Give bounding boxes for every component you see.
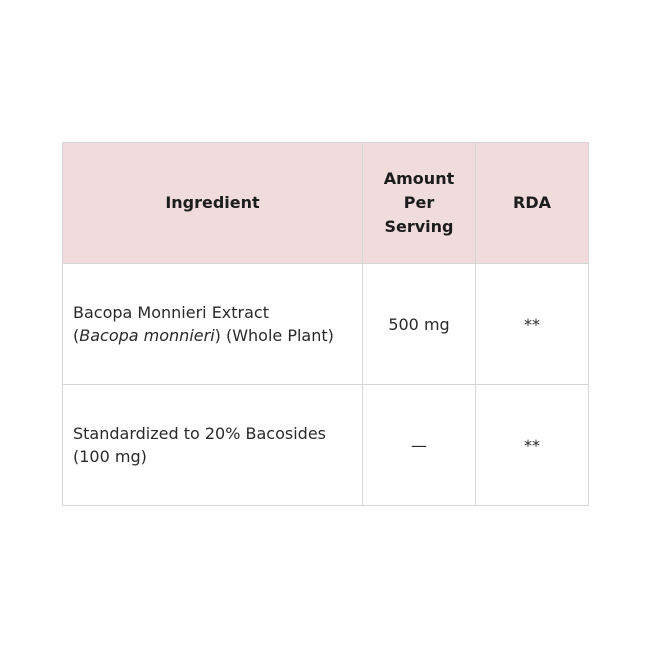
header-amount-line1: Amount bbox=[383, 169, 455, 188]
ingredient-cell bbox=[63, 264, 363, 385]
header-rda: RDA bbox=[476, 143, 589, 264]
latin-name: Bacopa monnieri bbox=[79, 326, 215, 345]
ingredient-cell bbox=[63, 385, 363, 506]
table-row bbox=[63, 264, 589, 385]
rda-cell: ** bbox=[476, 264, 589, 385]
amount-cell: 500 mg bbox=[363, 264, 476, 385]
header-row bbox=[63, 143, 589, 264]
ingredient-detail: (100 mg) bbox=[73, 447, 147, 466]
supplement-facts-table bbox=[62, 142, 589, 506]
ingredient-detail bbox=[73, 324, 352, 347]
table-header bbox=[63, 143, 589, 264]
rda-cell: ** bbox=[476, 385, 589, 506]
ingredient-name: Standardized to 20% Bacosides bbox=[73, 424, 326, 443]
header-amount-line3: Serving bbox=[384, 217, 454, 236]
ingredient-name: Bacopa Monnieri Extract bbox=[73, 303, 269, 322]
table-row bbox=[63, 385, 589, 506]
header-ingredient: Ingredient bbox=[63, 143, 363, 264]
plant-part: ) (Whole Plant) bbox=[214, 326, 334, 345]
header-amount-per-serving bbox=[363, 143, 476, 264]
paren-open: ( bbox=[73, 326, 80, 345]
amount-cell: — bbox=[363, 385, 476, 506]
table-body bbox=[63, 264, 589, 506]
header-amount-line2: Per bbox=[403, 193, 435, 212]
